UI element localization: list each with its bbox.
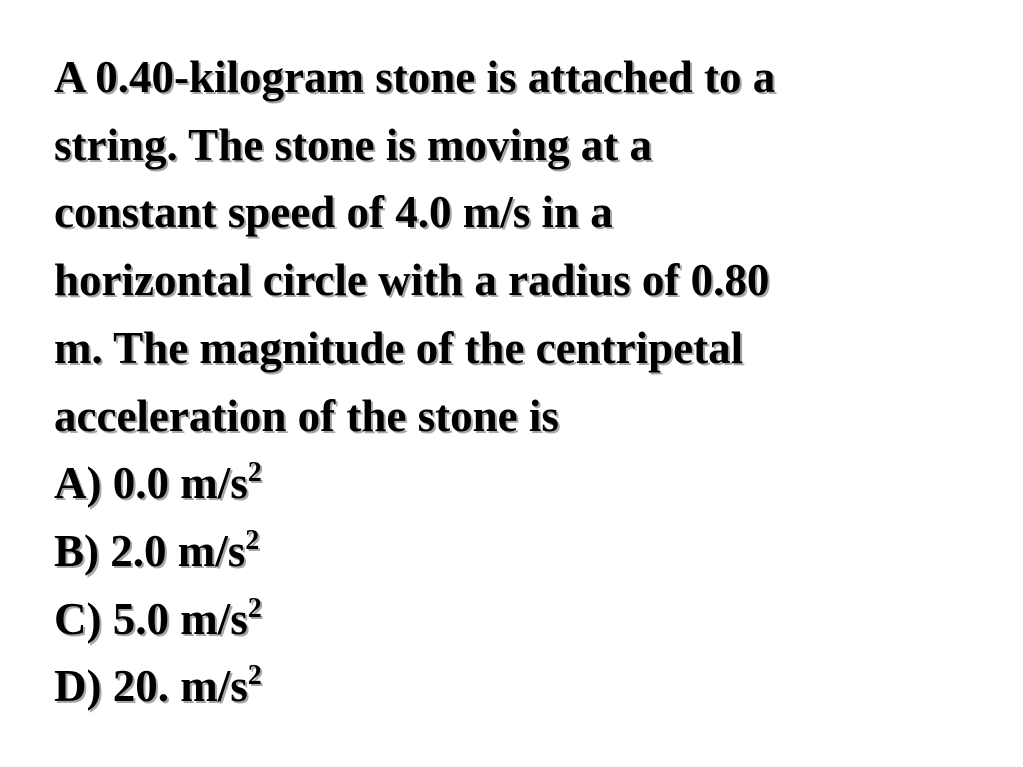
answer-option-b-label: B) 2.0 m/s: [54, 525, 246, 576]
answer-option-d-exponent: 2: [247, 660, 262, 692]
answer-option-b: [54, 518, 994, 586]
answer-option-a-exponent: 2: [247, 457, 262, 489]
answer-option-a: [54, 450, 994, 518]
answer-option-b-exponent: 2: [245, 524, 260, 556]
question-line-5: m. The magnitude of the centripetal: [54, 322, 744, 373]
question-line-3: constant speed of 4.0 m/s in a: [54, 187, 613, 238]
question-line-4: horizontal circle with a radius of 0.80: [54, 255, 770, 306]
answer-option-c-label: C) 5.0 m/s: [54, 593, 248, 644]
question-block: [54, 44, 994, 721]
answer-option-d: [54, 653, 994, 721]
answer-option-a-label: A) 0.0 m/s: [54, 458, 248, 509]
answer-option-d-label: D) 20. m/s: [54, 661, 248, 712]
answer-option-c-exponent: 2: [247, 592, 262, 624]
question-line-2: string. The stone is moving at a: [54, 119, 652, 170]
question-line-6: acceleration of the stone is: [54, 390, 559, 441]
question-line-1: A 0.40-kilogram stone is attached to a: [54, 52, 776, 102]
answer-option-c: [54, 586, 994, 654]
